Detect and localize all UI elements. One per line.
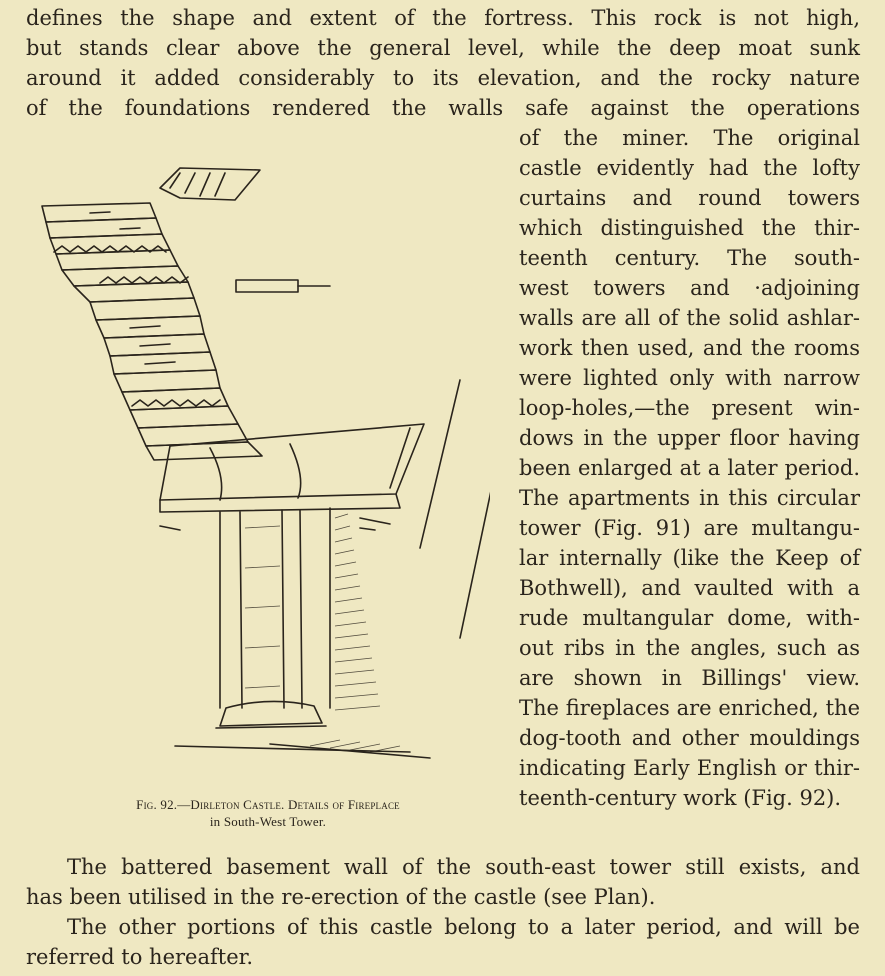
- text-line: curtains and round towers: [519, 186, 860, 210]
- text-line: out ribs in the angles, such as: [519, 636, 860, 660]
- text-line: The apartments in this circular: [519, 486, 860, 510]
- text-line: has been utilised in the re-erection of the castle (see Plan).: [26, 885, 656, 909]
- figure-caption: [58, 813, 478, 831]
- caption-line: Fig. 92.—Dirleton Castle. Details of Fireplace: [136, 797, 400, 812]
- text-line: walls are all of the solid ashlar-: [519, 306, 860, 330]
- text-line: dows in the upper floor having: [519, 426, 860, 450]
- text-line: The battered basement wall of the south-east tower still exists, and: [67, 855, 860, 879]
- text-line: work then used, and the rooms: [519, 336, 860, 360]
- text-line: of the miner. The original: [519, 126, 860, 150]
- text-line: around it added considerably to its elevation, and the rocky nature: [26, 66, 860, 90]
- text-line: dog-tooth and other mouldings: [519, 726, 860, 750]
- text-line: west towers and ·adjoining: [519, 276, 860, 300]
- text-line: defines the shape and extent of the fortress. This rock is not high,: [26, 6, 860, 30]
- text-line: tower (Fig. 91) are multangu-: [519, 516, 860, 540]
- text-line: been enlarged at a later period.: [519, 456, 860, 480]
- fireplace-illustration: [30, 148, 490, 788]
- text-line: castle evidently had the lofty: [519, 156, 860, 180]
- text-line: rude multangular dome, with-: [519, 606, 860, 630]
- text-line: loop-holes,—the present win-: [519, 396, 860, 420]
- text-line: The fireplaces are enriched, the: [519, 696, 860, 720]
- text-line: but stands clear above the general level, while the deep moat sunk: [26, 36, 860, 60]
- text-line: referred to hereafter.: [26, 945, 254, 969]
- text-line: lar internally (like the Keep of: [519, 546, 860, 570]
- text-line: Bothwell), and vaulted with a: [519, 576, 860, 600]
- text-line: are shown in Billings' view.: [519, 666, 860, 690]
- text-line: teenth-century work (Fig. 92).: [519, 786, 842, 810]
- text-line: teenth century. The south-: [519, 246, 860, 270]
- figure-caption: [58, 796, 478, 814]
- text-line: indicating Early English or thir-: [519, 756, 860, 780]
- text-line: were lighted only with narrow: [519, 366, 860, 390]
- text-line: of the foundations rendered the walls safe against the operations: [26, 96, 860, 120]
- text-line: which distinguished the thir-: [519, 216, 860, 240]
- caption-line: in South-West Tower.: [209, 814, 327, 829]
- text-line: The other portions of this castle belong to a later period, and will be: [67, 915, 860, 939]
